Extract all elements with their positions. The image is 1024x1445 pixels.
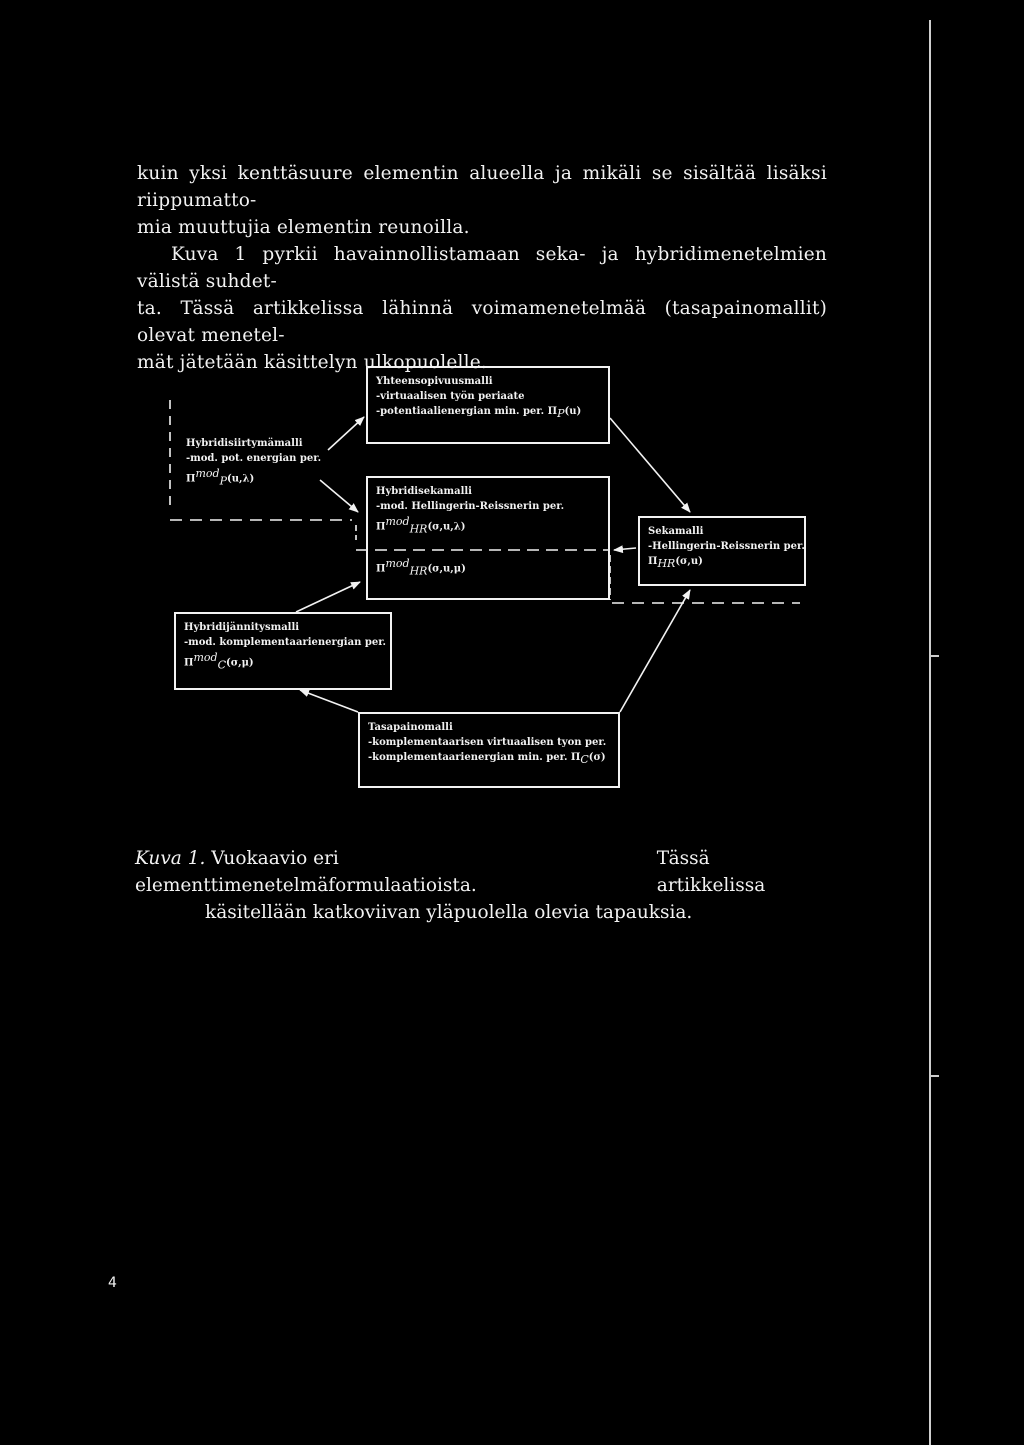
box-line: -mod. komplementaarienergian per. <box>184 637 387 648</box>
box-line: -komplementaarisen virtuaalisen tyon per. <box>368 737 607 748</box>
page-edge-line <box>929 20 931 1445</box>
hybrid-displacement-model-box <box>176 428 336 510</box>
page-edge-tick <box>929 1075 939 1077</box>
box-formula: $\Pi^{mod}_{HR}(\sigma,u,\mu)$ <box>376 557 466 578</box>
box-title: Yhteensopivuusmalli <box>376 376 493 387</box>
box-line: -Hellingerin-Reissnerin per. <box>648 541 805 552</box>
hybrid-stress-model-box <box>174 612 392 690</box>
paragraph-line: ta. Tässä artikkelissa lähinnä voimamenetelmää (tasapainomallit) olevat menetel- <box>137 298 827 346</box>
box-title: Sekamalli <box>648 526 704 537</box>
caption-text: Tässä artikkelissa <box>656 848 766 896</box>
arrow <box>614 548 636 550</box>
mixed-model-box <box>638 516 806 586</box>
caption-text: Vuokaavio eri elementtimenetelmäformulaatioista. <box>135 848 477 896</box>
page-edge-tick <box>929 655 939 657</box>
box-title: Hybridisekamalli <box>376 486 472 497</box>
box-title: Hybridijännitysmalli <box>184 622 300 633</box>
box-title: Hybridisiirtymämalli <box>186 438 303 449</box>
paragraph-line: kuin yksi kenttäsuure elementin alueella ja mikäli se sisältää lisäksi riippumatto- <box>137 163 827 211</box>
arrow <box>610 418 690 512</box>
arrow <box>620 590 690 712</box>
paragraph-line: mät jätetään käsittelyn ulkopuolelle. <box>137 352 487 373</box>
caption-label: Kuva 1. <box>135 848 206 869</box>
paragraph-line: Kuva 1 pyrkii havainnollistamaan seka- ja hybridimenetelmien välistä suhdet- <box>137 244 827 292</box>
compatibility-model-box <box>366 366 610 444</box>
page-number: 4 <box>108 1275 117 1291</box>
box-formula: $\Pi^{mod}_C(\sigma,\mu)$ <box>184 651 254 672</box>
box-formula: $\Pi^{mod}_{HR}(\sigma,u,\lambda)$ <box>376 515 466 536</box>
paragraph-line: mia muuttujia elementin reunoilla. <box>137 217 470 238</box>
box-line: -potentiaalienergian min. per. $\Pi_P(u)$ <box>376 406 582 420</box>
arrow <box>296 582 360 612</box>
hybrid-mixed-model-box <box>366 476 610 600</box>
figure-caption <box>135 845 815 926</box>
box-title: Tasapainomalli <box>368 722 453 733</box>
equilibrium-model-box <box>358 712 620 788</box>
box-formula: $\Pi_{HR}(\sigma,u)$ <box>648 556 703 570</box>
arrow <box>300 690 358 712</box>
box-line: -mod. pot. energian per. <box>186 453 322 464</box>
box-line: -mod. Hellingerin-Reissnerin per. <box>376 501 565 512</box>
box-line: -komplementaarienergian min. per. $\Pi_C(\sigma)$ <box>368 752 606 766</box>
box-line: -virtuaalisen työn periaate <box>376 391 525 402</box>
caption-text: käsitellään katkoviivan yläpuolella olevia tapauksia. <box>205 902 693 923</box>
box-formula: $\Pi^{mod}_P(u,\lambda)$ <box>186 467 255 488</box>
